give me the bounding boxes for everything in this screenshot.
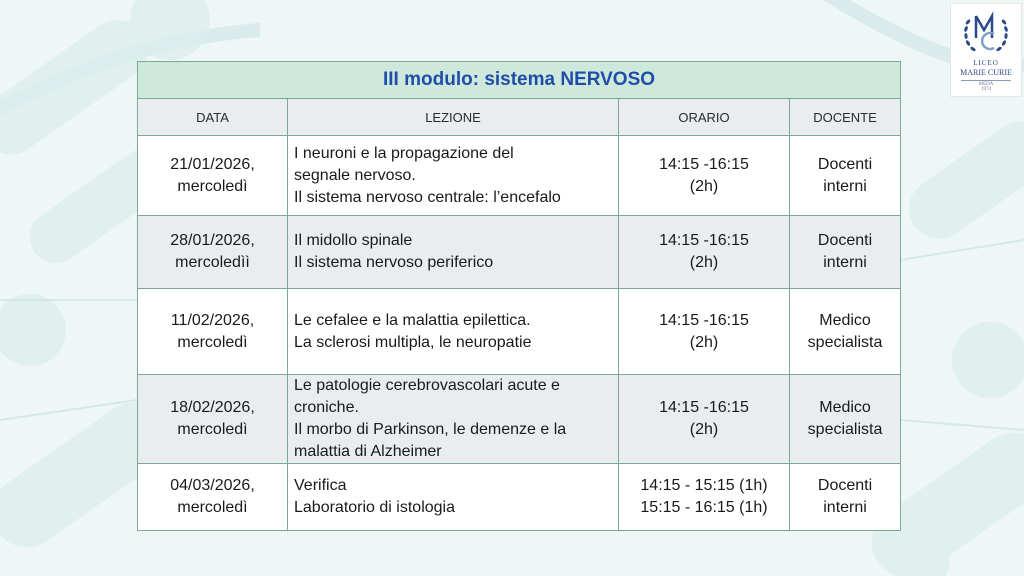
teacher-cell — [790, 464, 901, 531]
lesson-line: croniche. — [294, 399, 359, 416]
table-row — [138, 464, 901, 531]
lesson-cell — [288, 375, 619, 464]
weekday-text: mercoledìì — [175, 254, 250, 271]
date-cell — [138, 289, 288, 375]
teacher-line: Medico — [819, 311, 871, 329]
date-text: 21/01/2026, — [170, 155, 255, 173]
date-cell — [138, 375, 288, 464]
table-title-row — [138, 62, 901, 99]
lesson-line: Il sistema nervoso periferico — [294, 254, 494, 271]
weekday-text: mercoledì — [177, 177, 248, 195]
teacher-line: Docenti — [817, 155, 873, 173]
logo-line-name: MARIE CURIE — [960, 68, 1012, 77]
teacher-line: specialista — [807, 421, 883, 438]
teacher-line: Docenti — [817, 232, 873, 249]
lesson-line: Le cefalee e la malattia epilettica. — [294, 311, 531, 329]
date-cell — [138, 216, 288, 289]
weekday-text: mercoledì — [177, 333, 248, 351]
header-lezione: LEZIONE — [288, 99, 619, 136]
teacher-line: specialista — [807, 333, 883, 351]
lesson-cell — [288, 289, 619, 375]
time-line: 14:15 -16:15 — [659, 232, 749, 249]
teacher-line: Docenti — [817, 477, 873, 494]
time-line: 14:15 -16:15 — [659, 399, 749, 416]
weekday-text: mercoledì — [177, 421, 248, 438]
time-cell — [619, 289, 790, 375]
date-text: 28/01/2026, — [170, 232, 255, 249]
lesson-line: Laboratorio di istologia — [294, 499, 455, 516]
teacher-cell — [790, 136, 901, 216]
schedule-table — [137, 61, 901, 531]
time-cell — [619, 136, 790, 216]
table-row — [138, 216, 901, 289]
time-line: (2h) — [689, 333, 719, 351]
time-cell — [619, 375, 790, 464]
table-row — [138, 375, 901, 464]
logo-line-year: 1974 — [981, 87, 991, 92]
teacher-line: interni — [823, 254, 867, 271]
lesson-line: Le patologie cerebrovascolari acute e — [294, 377, 560, 394]
teacher-cell — [790, 289, 901, 375]
teacher-line: Medico — [819, 399, 871, 416]
time-line: (2h) — [689, 254, 719, 271]
lesson-line: Verifica — [294, 477, 347, 494]
header-orario: ORARIO — [619, 99, 790, 136]
weekday-text: mercoledì — [177, 499, 248, 516]
teacher-cell — [790, 216, 901, 289]
table-title: III modulo: sistema NERVOSO — [138, 62, 901, 99]
time-line: 15:15 - 16:15 (1h) — [640, 499, 768, 516]
time-line: 14:15 -16:15 — [659, 311, 749, 329]
logo-line-city: MEDA — [961, 80, 1011, 87]
school-logo — [950, 3, 1022, 97]
lesson-line: Il morbo di Parkinson, le demenze e la — [294, 421, 567, 438]
date-text: 18/02/2026, — [170, 399, 255, 416]
lesson-line: segnale nervoso. — [294, 166, 416, 184]
lesson-cell — [288, 216, 619, 289]
schedule-table-container — [137, 61, 900, 531]
date-cell — [138, 136, 288, 216]
time-line: (2h) — [689, 421, 719, 438]
date-text: 04/03/2026, — [170, 477, 255, 494]
time-cell — [619, 464, 790, 531]
lesson-line: I neuroni e la propagazione del — [294, 144, 514, 162]
time-cell — [619, 216, 790, 289]
teacher-line: interni — [823, 499, 867, 516]
teacher-cell — [790, 375, 901, 464]
table-row — [138, 136, 901, 216]
date-text: 11/02/2026, — [170, 311, 255, 329]
lesson-cell — [288, 464, 619, 531]
lesson-cell — [288, 136, 619, 216]
teacher-line: interni — [823, 177, 867, 195]
lesson-line: malattia di Alzheimer — [294, 443, 442, 460]
lesson-line: La sclerosi multipla, le neuropatie — [294, 333, 532, 351]
logo-line-liceo: LICEO — [973, 59, 999, 67]
lesson-line: Il midollo spinale — [294, 232, 413, 249]
table-row — [138, 289, 901, 375]
time-line: 14:15 -16:15 — [659, 155, 749, 173]
lesson-line: Il sistema nervoso centrale: l’encefalo — [294, 188, 561, 206]
laurel-monogram-icon — [960, 8, 1012, 58]
header-docente: DOCENTE — [790, 99, 901, 136]
table-header-row — [138, 99, 901, 136]
time-line: 14:15 - 15:15 (1h) — [640, 477, 768, 494]
date-cell — [138, 464, 288, 531]
header-data: DATA — [138, 99, 288, 136]
time-line: (2h) — [689, 177, 719, 195]
